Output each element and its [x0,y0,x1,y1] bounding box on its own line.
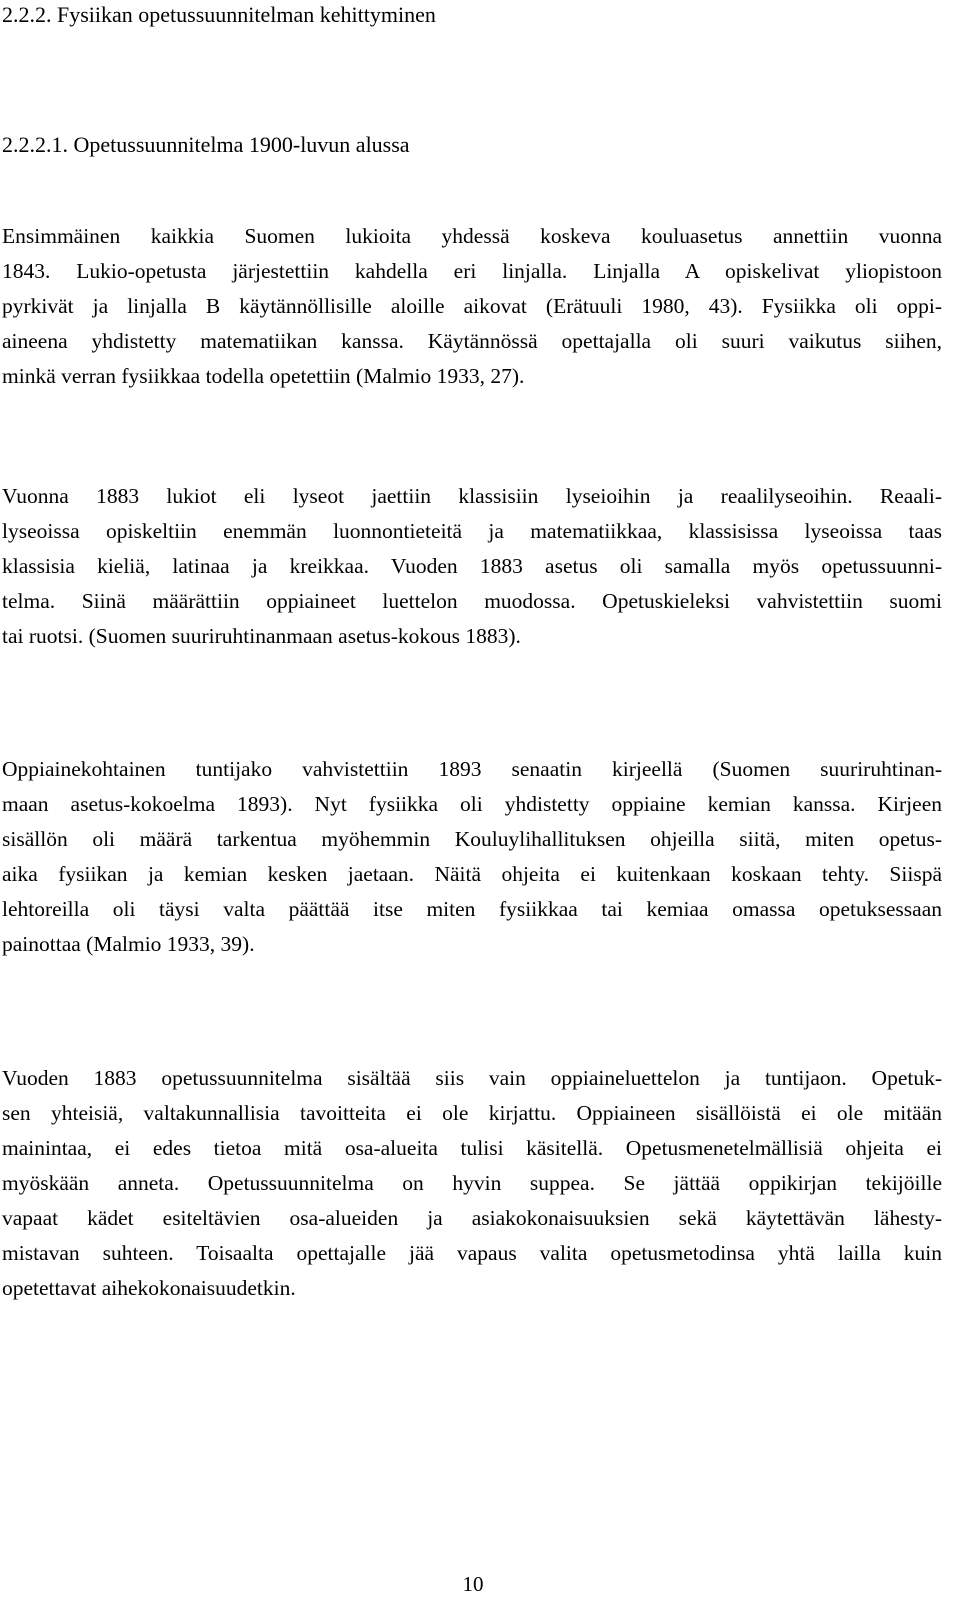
paragraph-line: aika fysiikan ja kemian kesken jaetaan. Näitä ohjeita ei kuitenkaan koskaan tehty. Siispä [2,862,942,886]
paragraph-line: sen yhteisiä, valtakunnallisia tavoitteita ei ole kirjattu. Oppiaineen sisällöistä ei ole mitään [2,1101,942,1125]
paragraph-1 [2,219,942,394]
paragraph-line: 1843. Lukio-opetusta järjestettiin kahdella eri linjalla. Linjalla A opiskelivat yliopistoon [2,259,942,283]
paragraph-line: lyseoissa opiskeltiin enemmän luonnontieteitä ja matematiikkaa, klassisissa lyseoissa taas [2,519,942,543]
paragraph-2 [2,479,942,654]
paragraph-line: tai ruotsi. (Suomen suuriruhtinanmaan asetus-kokous 1883). [2,624,521,648]
paragraph-line: opetettavat aihekokonaisuudetkin. [2,1276,296,1300]
paragraph-line: vapaat kädet esiteltävien osa-alueiden ja asiakokonaisuuksien sekä käytettävän lähesty- [2,1206,942,1230]
paragraph-4 [2,1061,942,1306]
paragraph-line: sisällön oli määrä tarkentua myöhemmin Kouluylihallituksen ohjeilla siitä, miten opetus- [2,827,942,851]
subsection-heading: 2.2.2.1. Opetussuunnitelma 1900-luvun alussa [2,132,410,157]
section-heading: 2.2.2. Fysiikan opetussuunnitelman kehittyminen [2,2,436,27]
paragraph-line: painottaa (Malmio 1933, 39). [2,932,255,956]
paragraph-line: Vuoden 1883 opetussuunnitelma sisältää siis vain oppiaineluettelon ja tuntijaon. Opetuk- [2,1066,942,1090]
paragraph-line: mistavan suhteen. Toisaalta opettajalle jää vapaus valita opetusmetodinsa yhtä lailla kuin [2,1241,942,1265]
paragraph-line: mainintaa, ei edes tietoa mitä osa-alueita tulisi käsitellä. Opetusmenetelmällisiä ohjeita ei [2,1136,942,1160]
paragraph-line: klassisia kieliä, latinaa ja kreikkaa. Vuoden 1883 asetus oli samalla myös opetussuunni- [2,554,942,578]
paragraph-line: lehtoreilla oli täysi valta päättää itse miten fysiikkaa tai kemiaa omassa opetuksessaan [2,897,942,921]
paragraph-line: pyrkivät ja linjalla B käytännöllisille aloille aikovat (Erätuuli 1980, 43). Fysiikka oli oppi- [2,294,942,318]
paragraph-line: aineena yhdistetty matematiikan kanssa. Käytännössä opettajalla oli suuri vaikutus siihen, [2,329,942,353]
page-number: 10 [462,1572,484,1596]
paragraph-line: maan asetus-kokoelma 1893). Nyt fysiikka oli yhdistetty oppiaine kemian kanssa. Kirjeen [2,792,942,816]
paragraph-line: telma. Siinä määrättiin oppiaineet luettelon muodossa. Opetuskieleksi vahvistettiin suomi [2,589,942,613]
paragraph-line: minkä verran fysiikkaa todella opetettiin (Malmio 1933, 27). [2,364,525,388]
paragraph-line: myöskään anneta. Opetussuunnitelma on hyvin suppea. Se jättää oppikirjan tekijöille [2,1171,942,1195]
paragraph-3 [2,752,942,962]
paragraph-line: Vuonna 1883 lukiot eli lyseot jaettiin klassisiin lyseioihin ja reaalilyseoihin. Reaali- [2,484,942,508]
paragraph-line: Ensimmäinen kaikkia Suomen lukioita yhdessä koskeva kouluasetus annettiin vuonna [2,224,942,248]
paragraph-line: Oppiainekohtainen tuntijako vahvistettiin 1893 senaatin kirjeellä (Suomen suuriruhtinan- [2,757,942,781]
